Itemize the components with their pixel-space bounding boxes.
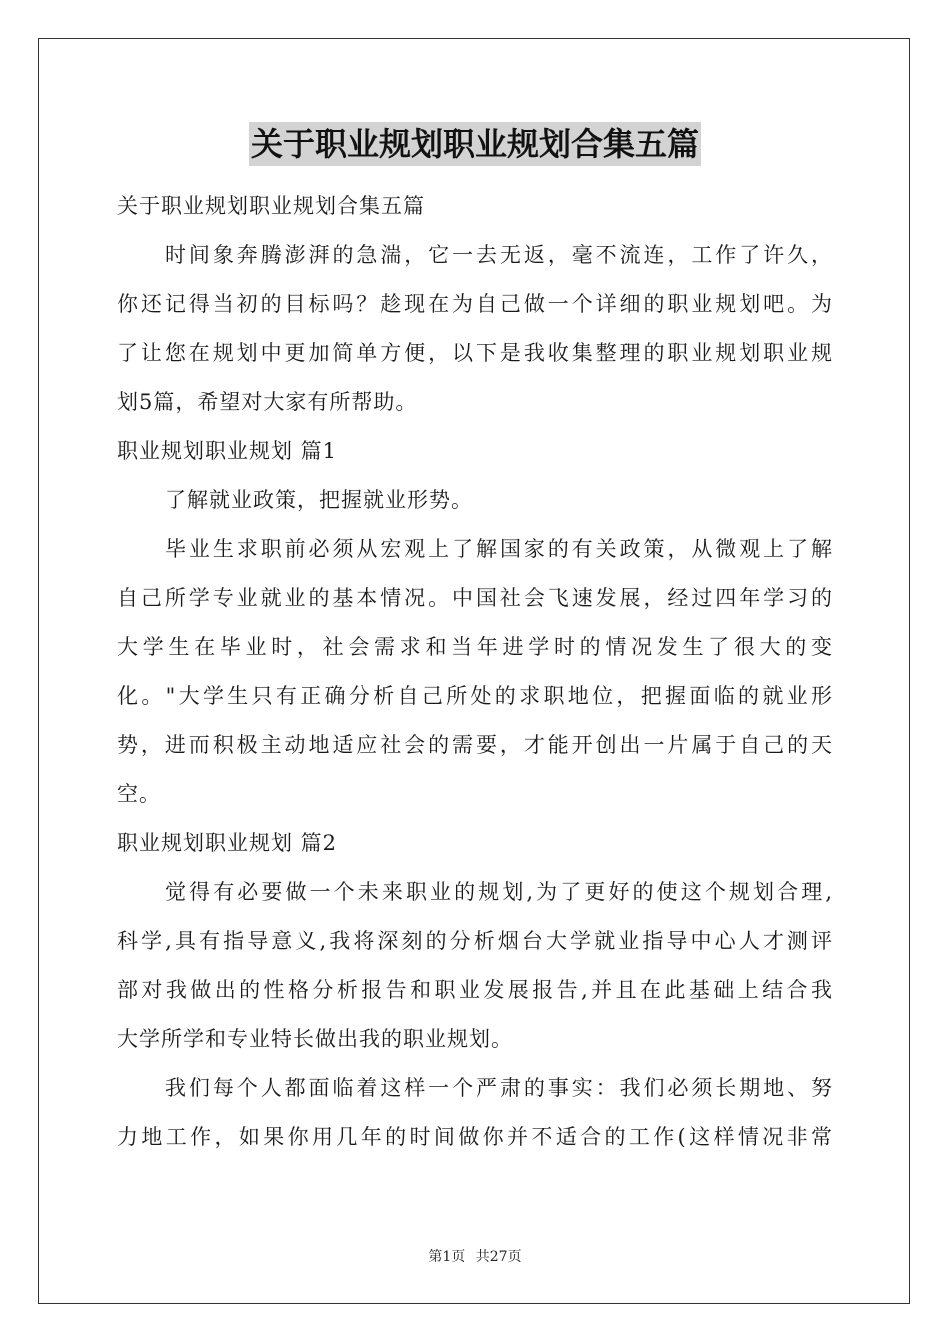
section-heading: 职业规划职业规划 篇2 [117,831,338,855]
title-wrap [117,122,833,172]
paragraph-line: 划5篇，希望对大家有所帮助。 [117,390,418,414]
paragraph-line: 部对我做出的性格分析报告和职业发展报告,并且在此基础上结合我 [117,978,833,1002]
paragraph-line: 了让您在规划中更加简单方便，以下是我收集整理的职业规划职业规 [117,341,833,365]
document-body [117,122,833,1162]
subtitle: 关于职业规划职业规划合集五篇 [117,194,425,218]
paragraph-line: 大学生在毕业时，社会需求和当年进学时的情况发生了很大的变 [117,635,833,659]
page-number: 第1页 [428,1249,466,1265]
page-total: 共27页 [475,1249,522,1265]
document-title: 关于职业规划职业规划合集五篇 [249,122,701,166]
paragraph-line: 了解就业政策，把握就业形势。 [165,488,473,512]
paragraph-line: 我们每个人都面临着这样一个严肃的事实：我们必须长期地、努 [165,1076,833,1100]
paragraph-line: 势，进而积极主动地适应社会的需要，才能开创出一片属于自己的天 [117,733,833,757]
section-heading: 职业规划职业规划 篇1 [117,439,338,463]
page-footer [0,1246,950,1266]
paragraph-line: 大学所学和专业特长做出我的职业规划。 [117,1027,513,1051]
paragraph-line: 力地工作，如果你用几年的时间做你并不适合的工作(这样情况非常 [117,1125,833,1149]
paragraph-line: 空。 [117,782,161,806]
paragraph-line: 觉得有必要做一个未来职业的规划,为了更好的使这个规划合理, [165,880,833,904]
paragraph-line: 时间象奔腾澎湃的急湍，它一去无返，毫不流连，工作了许久， [165,243,833,267]
paragraph-line: 科学,具有指导意义,我将深刻的分析烟台大学就业指导中心人才测评 [117,929,833,953]
paragraph-line: 化。"大学生只有正确分析自己所处的求职地位，把握面临的就业形 [117,684,833,708]
paragraph-line: 你还记得当初的目标吗？趁现在为自己做一个详细的职业规划吧。为 [117,292,833,316]
paragraph-line: 毕业生求职前必须从宏观上了解国家的有关政策，从微观上了解 [165,537,833,561]
paragraph-line: 自己所学专业就业的基本情况。中国社会飞速发展，经过四年学习的 [117,586,833,610]
